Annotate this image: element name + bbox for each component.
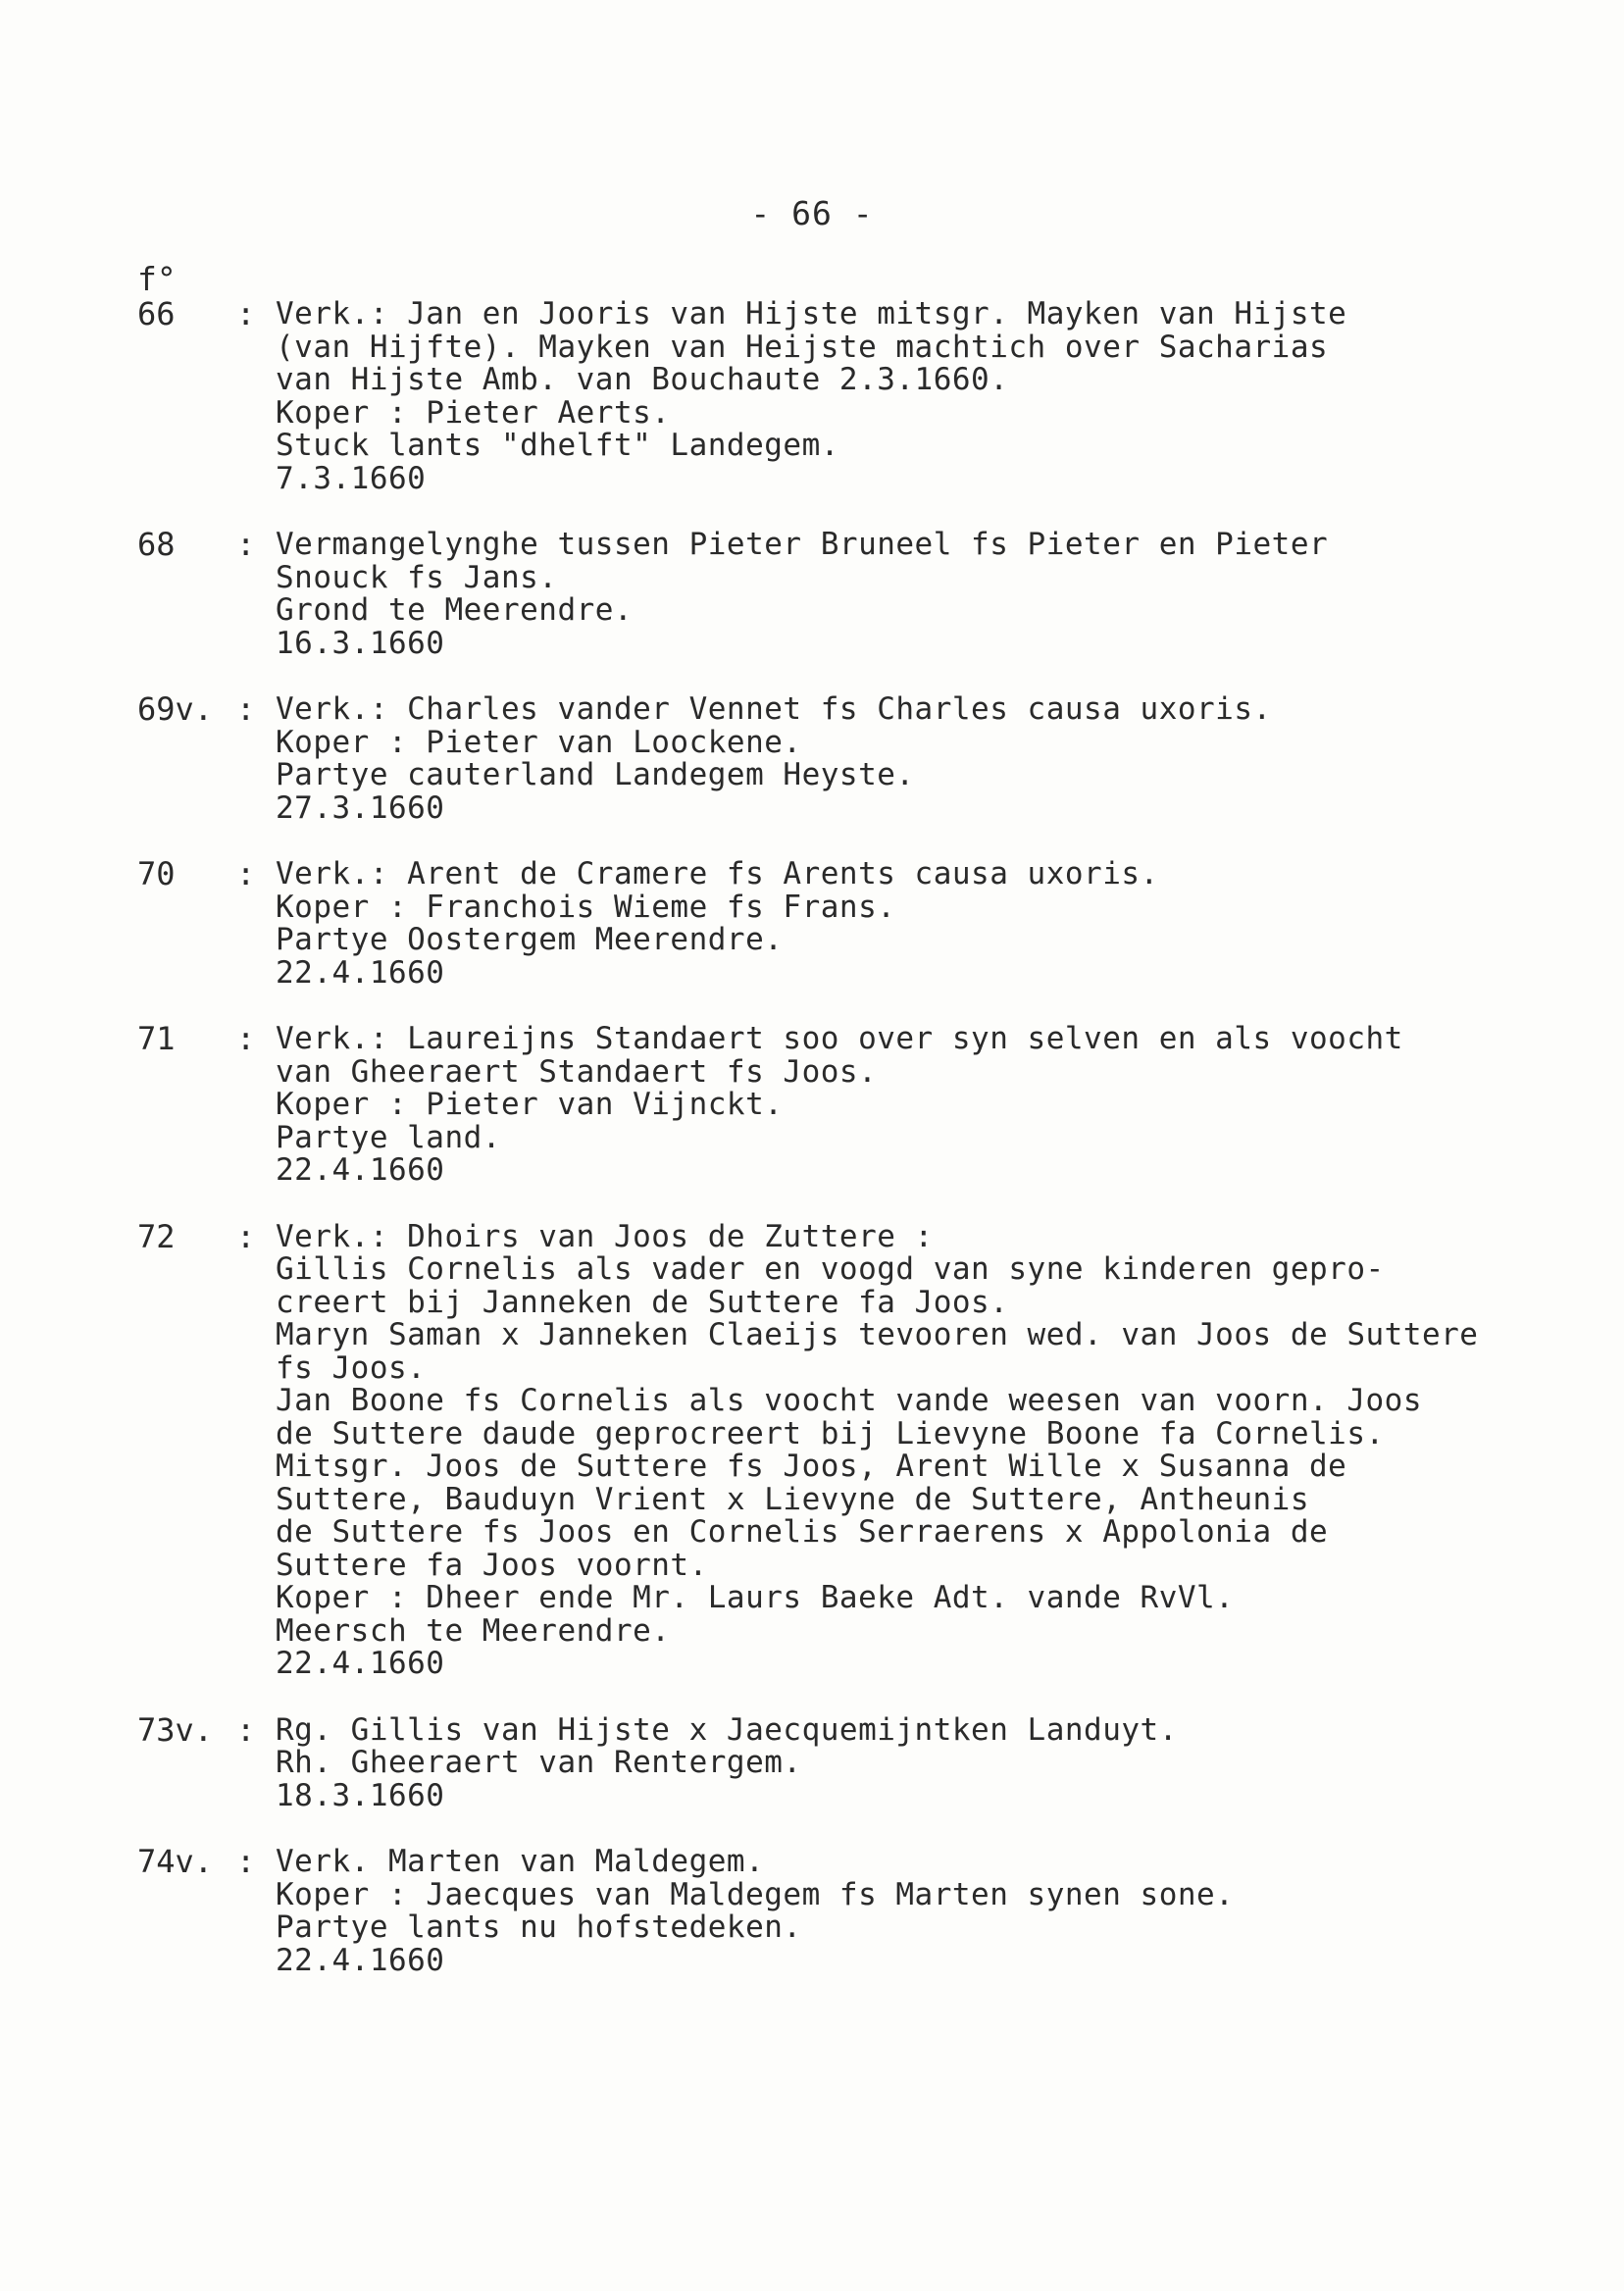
entry-line: de Suttere daude geprocreert bij Lievyne Boone fa Cornelis. [276,1415,1385,1451]
entry-line: Mitsgr. Joos de Suttere fs Joos, Arent Wille x Susanna de [276,1449,1347,1484]
entry-line: van Hijste Amb. van Bouchaute 2.3.1660. [276,362,1009,397]
entry-separator: : [236,1843,256,1880]
register-entry [0,526,1624,661]
entry-line: Koper : Pieter van Loockene. [276,724,802,760]
entry-text [276,1218,1624,1681]
folio-number: 74v. [137,1843,214,1880]
folio-number: 68 [137,526,176,563]
entry-line: Verk.: Dhoirs van Joos de Zuttere : [276,1218,934,1254]
register-entry [0,855,1624,991]
folio-number: 71 [137,1020,176,1057]
entry-line: 22.4.1660 [276,954,445,991]
register-entry [0,295,1624,496]
entry-line: Partye Oostergem Meerendre. [276,922,784,957]
entry-line: 27.3.1660 [276,789,445,826]
entry-line: Koper : Pieter Aerts. [276,394,671,431]
entry-line: (van Hijfte). Mayken van Heijste machtich over Sacharias [276,329,1329,365]
entry-text [276,1023,1624,1188]
entry-line: 22.4.1660 [276,1152,445,1188]
entry-text [276,858,1624,990]
entry-line: Verk.: Laureijns Standaert soo over syn selven en als voocht [276,1021,1403,1056]
page-number: - 66 - [750,194,874,232]
register-entry [0,1217,1624,1681]
register-entry [0,1843,1624,1978]
entry-text [276,298,1624,495]
entry-separator: : [236,1020,256,1057]
entry-line: Grond te Meerendre. [276,592,634,628]
entry-line: Koper : Franchois Wieme fs Frans. [276,889,896,925]
entry-line: Partye lants nu hofstedeken. [276,1909,802,1945]
entry-text [276,693,1624,825]
entry-separator: : [236,295,256,332]
entry-line: 16.3.1660 [276,625,445,661]
entry-line: Maryn Saman x Janneken Claeijs tevooren wed. van Joos de Suttere [276,1317,1479,1352]
entry-text [276,529,1624,660]
entry-line: Koper : Jaecques van Maldegem fs Marten synen sone. [276,1876,1235,1912]
entry-line: Verk.: Jan en Jooris van Hijste mitsgr. Mayken van Hijste [276,296,1347,331]
folio-number: 66 [137,295,176,332]
entry-line: Vermangelynghe tussen Pieter Bruneel fs Pieter en Pieter [276,527,1329,562]
entry-line: Suttere fa Joos voornt. [276,1547,708,1583]
entry-separator: : [236,1710,256,1749]
entry-line: fs Joos. [276,1349,427,1386]
entry-separator: : [236,855,256,892]
entry-line: Koper : Dheer ende Mr. Laurs Baeke Adt. vande RvVl. [276,1580,1235,1615]
entry-separator: : [236,1217,256,1255]
entry-line: Partye land. [276,1119,501,1155]
entry-line: Rh. Gheeraert van Rentergem. [276,1745,802,1780]
entry-separator: : [236,526,256,563]
folio-number: 72 [137,1217,176,1255]
register-entry [0,1020,1624,1188]
entry-separator: : [236,690,256,728]
entry-line: Verk. Marten van Maldegem. [276,1844,765,1879]
entry-line: 7.3.1660 [276,460,427,496]
folio-number: 70 [137,855,176,892]
entry-line: Verk.: Arent de Cramere fs Arents causa uxoris. [276,856,1159,891]
entry-line: Verk.: Charles vander Vennet fs Charles causa uxoris. [276,691,1272,727]
entry-line: de Suttere fs Joos en Cornelis Serraerens x Appolonia de [276,1514,1329,1550]
register-entries [0,295,1624,2011]
entry-text [276,1711,1624,1813]
entry-line: creert bij Janneken de Suttere fa Joos. [276,1284,1009,1320]
folio-column-header: f° [137,260,177,298]
entry-line: Rg. Gillis van Hijste x Jaecquemijntken Landuyt. [276,1711,1178,1748]
folio-number: 69v. [137,690,214,728]
entry-line: Snouck fs Jans. [276,559,558,595]
entry-line: 18.3.1660 [276,1777,445,1813]
entry-line: 22.4.1660 [276,1942,445,1978]
register-entry [0,1710,1624,1813]
entry-line: Stuck lants "dhelft" Landegem. [276,428,839,463]
entry-line: Meersch te Meerendre. [276,1612,671,1649]
entry-line: Koper : Pieter van Vijnckt. [276,1087,784,1122]
entry-line: van Gheeraert Standaert fs Joos. [276,1053,878,1090]
entry-line: Partye cauterland Landegem Heyste. [276,757,915,792]
register-entry [0,690,1624,826]
entry-line: 22.4.1660 [276,1646,445,1681]
folio-number: 73v. [137,1710,214,1749]
entry-line: Gillis Cornelis als vader en voogd van syne kinderen gepro- [276,1251,1385,1287]
entry-line: Jan Boone fs Cornelis als voocht vande weesen van voorn. Joos [276,1383,1422,1418]
entry-line: Suttere, Bauduyn Vrient x Lievyne de Suttere, Antheunis [276,1481,1309,1517]
entry-text [276,1846,1624,1977]
